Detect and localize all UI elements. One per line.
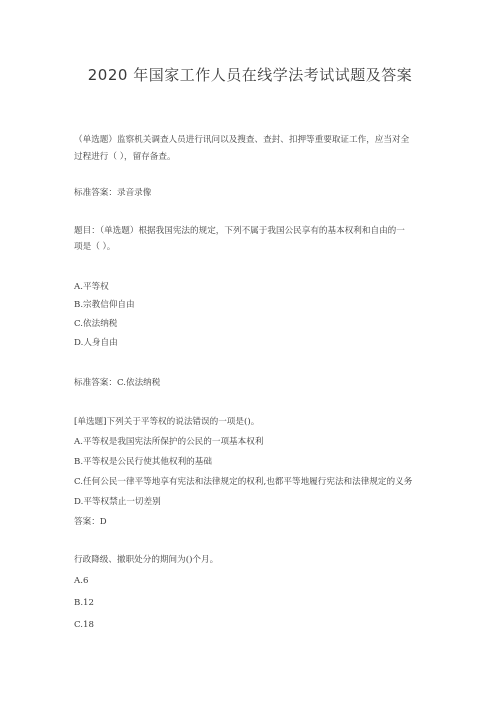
question-3-option-a: A.平等权是我国宪法所保护的公民的一项基本权利 — [74, 437, 264, 447]
question-1-line-1: （单选题）监察机关调查人员进行讯问以及搜查、查封、扣押等重要取证工作，应当对全 — [74, 135, 410, 145]
question-3-option-b: B.平等权是公民行使其他权利的基础 — [74, 457, 212, 467]
question-2-option-c: C.依法纳税 — [74, 319, 118, 329]
document-title: 2020 年国家工作人员在线学法考试试题及答案 — [87, 66, 413, 84]
question-3-option-c: C.任何公民一律平等地享有宪法和法律规定的权利,也都平等地履行宪法和法律规定的义务 — [74, 477, 413, 487]
question-2-line-2: 项是（ ）。 — [74, 242, 116, 252]
question-1-answer: 标准答案：录音录像 — [74, 188, 152, 198]
question-2-option-a: A.平等权 — [74, 282, 109, 292]
question-2-option-d: D.人身自由 — [74, 338, 118, 348]
question-4-text: 行政降级、撤职处分的期间为()个月。 — [74, 555, 219, 565]
question-3-answer: 答案：D — [74, 517, 107, 527]
question-4-option-a: A.6 — [74, 576, 89, 586]
question-3-option-d: D.平等权禁止一切差别 — [74, 497, 161, 507]
question-1-line-2: 过程进行（ ），留存备查。 — [74, 152, 176, 162]
question-2-line-1: 题目：（单选题）根据我国宪法的规定，下列不属于我国公民享有的基本权利和自由的一 — [74, 226, 405, 236]
question-4-option-b: B.12 — [74, 598, 94, 608]
question-4-option-c: C.18 — [74, 620, 94, 630]
question-3-text: [单选题]下列关于平等权的说法错误的一项是()。 — [74, 417, 260, 427]
question-2-answer: 标准答案：C.依法纳税 — [74, 378, 161, 388]
question-2-option-b: B.宗教信仰自由 — [74, 300, 135, 310]
